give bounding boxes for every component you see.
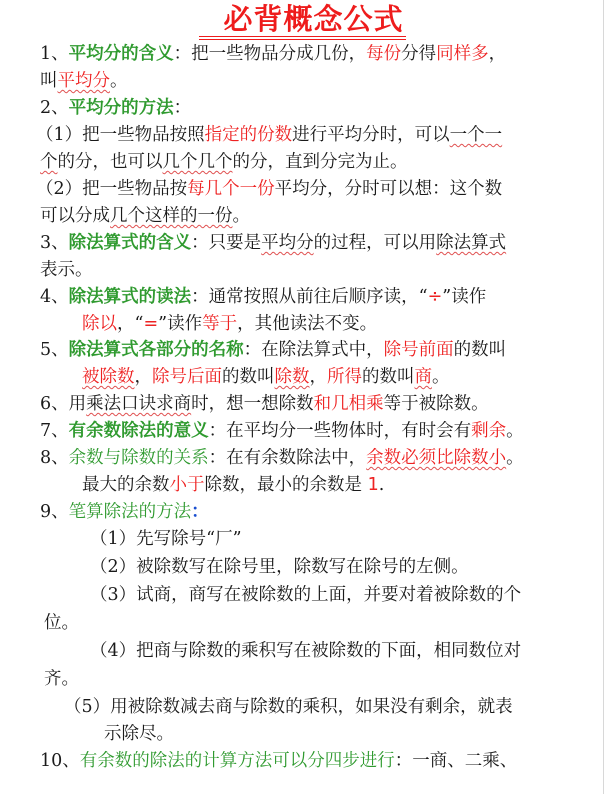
item-number: 2、 [40, 98, 69, 118]
colon: ： [191, 233, 209, 253]
text: ”读作 [158, 314, 203, 334]
colon: ： [394, 751, 413, 771]
text: 。 [232, 206, 250, 226]
text: 。 [506, 448, 524, 468]
underlined-text: 几个这样的一份 [110, 206, 233, 226]
text: 在平均分一些物体时，有时会有 [226, 421, 472, 441]
underlined-text: 个 [40, 152, 58, 172]
text: 一商、二乘、 [412, 751, 518, 771]
text: 可以分成 [40, 206, 110, 226]
colon: ： [173, 98, 192, 118]
item-number: 6、 [40, 394, 69, 414]
text: ，其他读法不变。 [237, 314, 378, 334]
highlight: 所得 [327, 367, 362, 387]
text: ， [309, 367, 327, 387]
text: 的过程，可以用 [313, 233, 437, 253]
item-number: 8、 [40, 448, 69, 468]
item-9-step-4-line-2 [44, 666, 79, 692]
item-heading: 除法算式各部分的名称 [68, 340, 244, 360]
item-9-step-5-line-2 [104, 721, 174, 747]
item-8-line-1 [40, 445, 524, 471]
item-5-line-2 [82, 364, 450, 390]
highlight-underlined: 商 [414, 367, 432, 387]
item-4-line-1 [40, 284, 486, 310]
item-heading: 笔算除法的方法 [68, 502, 192, 522]
item-9-step-1 [90, 526, 242, 552]
colon: ： [191, 287, 209, 307]
text: 齐。 [44, 669, 79, 689]
item-8-line-2 [82, 472, 384, 498]
text: 的数叫 [362, 367, 415, 387]
text: ， [134, 367, 152, 387]
item-9-step-3-line-1 [90, 582, 521, 608]
underlined-text: 一个一 [449, 125, 503, 145]
item-1-line-1 [40, 41, 506, 67]
colon: ： [191, 502, 209, 522]
text: 时，想一想除数 [191, 394, 314, 414]
text: 。 [432, 367, 450, 387]
text: 。 [506, 421, 524, 441]
text: （1）把一些物品按照 [36, 125, 205, 145]
item-1-line-2 [40, 68, 128, 94]
text: ，“ [117, 314, 144, 334]
highlight: 除以 [82, 314, 117, 334]
text: （4）把商与除数的乘积写在被除数的下面，相同数位对 [90, 641, 522, 661]
underlined-text: 几个几个 [162, 152, 233, 172]
text: 在除法算式中， [261, 340, 384, 360]
item-9-step-2 [90, 554, 469, 580]
text: ， [488, 44, 507, 64]
colon: ： [243, 340, 262, 360]
text: 等于被除数。 [383, 394, 489, 414]
highlight: 小于 [169, 475, 205, 495]
text: 在有余数除法中， [226, 448, 367, 468]
item-2-sub-2-line-1 [36, 176, 502, 202]
item-9-step-4-line-1 [90, 638, 521, 664]
text: （1）先写除号“厂” [90, 529, 242, 549]
item-heading: 有余数的除法的计算方法可以分四步进行 [79, 751, 395, 771]
item-heading: 除法算式的含义 [68, 233, 192, 253]
item-7-line-1 [40, 418, 524, 444]
text: 除数，最小的余数是 [204, 475, 368, 495]
item-heading: 除法算式的读法 [68, 287, 192, 307]
highlight: 剩余 [471, 421, 507, 441]
text: 位。 [44, 613, 79, 633]
text: ”读作 [442, 287, 487, 307]
text: （2）把一些物品按 [36, 179, 188, 199]
colon: ： [173, 44, 192, 64]
text: 平均分，分时可以想：这个数 [274, 179, 503, 199]
text: 。 [110, 71, 128, 91]
text: （2）被除数写在除号里，除数写在除号的左侧。 [90, 557, 469, 577]
highlight-underlined: 平均分 [57, 71, 110, 91]
item-3-line-2 [40, 257, 93, 283]
item-2-heading-line [40, 95, 191, 121]
title-container [0, 2, 605, 40]
text: 用 [68, 394, 87, 414]
item-10-line-1 [40, 748, 517, 774]
text: 的分，直到分完为止。 [232, 152, 408, 172]
text: 只要是 [208, 233, 262, 253]
text: 表示。 [40, 260, 93, 280]
item-2-sub-2-line-2 [40, 203, 250, 229]
item-2-sub-1-line-2 [40, 149, 408, 175]
item-9-heading-line [40, 499, 209, 525]
underlined-text: 乘法口诀求商 [86, 394, 192, 414]
text: . [378, 475, 385, 495]
highlight: 等于 [202, 314, 238, 334]
text: 叫 [40, 71, 58, 91]
item-number: 7、 [40, 421, 69, 441]
highlight: 除号后面 [152, 367, 222, 387]
highlight: 每份 [366, 44, 402, 64]
item-3-line-1 [40, 230, 506, 256]
colon: ： [208, 448, 227, 468]
item-2-sub-1-line-1 [36, 122, 502, 148]
text: （3）试商，商写在被除数的上面，并要对着被除数的个 [90, 585, 522, 605]
text: 的分，也可以 [57, 152, 163, 172]
underlined-text: 除法算式 [436, 233, 507, 253]
highlight: 指定的份数 [204, 125, 293, 145]
text: 通常按照从前往后顺序读，“ [208, 287, 428, 307]
item-heading: 平均分的方法 [68, 98, 174, 118]
highlight: 和几相乘 [313, 394, 384, 414]
highlight: 每几个一份 [187, 179, 275, 199]
highlight-underlined: 被除数 [82, 367, 135, 387]
text: 的数叫 [453, 340, 507, 360]
item-number: 5、 [40, 340, 69, 360]
item-9-step-5-line-1 [64, 694, 513, 720]
highlight-underlined: 除数 [274, 367, 310, 387]
text: 把一些物品分成几份， [191, 44, 367, 64]
item-number: 4、 [40, 287, 69, 307]
highlight: 1 [367, 475, 379, 495]
text: 最大的余数 [82, 475, 170, 495]
text: 的数叫 [222, 367, 275, 387]
divide-symbol: ÷ [427, 287, 443, 307]
highlight: 除号前面 [383, 340, 454, 360]
text: 示除尽。 [104, 724, 174, 744]
item-6-line-1 [40, 391, 489, 417]
text: （5）用被除数减去商与除数的乘积，如果没有剩余，就表 [64, 697, 513, 717]
equals-symbol: = [143, 314, 159, 334]
colon: ： [208, 421, 227, 441]
item-heading: 有余数除法的意义 [68, 421, 209, 441]
text: 分得 [401, 44, 437, 64]
underlined-text: 平均分 [261, 233, 314, 253]
item-heading: 余数与除数的关系 [68, 448, 209, 468]
item-number: 9、 [40, 502, 69, 522]
item-number: 1、 [40, 44, 69, 64]
highlight-underlined: 余数必须比除数小 [366, 448, 507, 468]
page-title: 必背概念公式 [199, 2, 405, 40]
item-number: 10、 [40, 751, 80, 771]
text: 进行平均分时，可以 [292, 125, 450, 145]
item-5-line-1 [40, 337, 506, 363]
highlight: 同样多 [436, 44, 489, 64]
item-number: 3、 [40, 233, 69, 253]
item-4-line-2 [82, 311, 377, 337]
item-heading: 平均分的含义 [68, 44, 174, 64]
item-9-step-3-line-2 [44, 610, 79, 636]
